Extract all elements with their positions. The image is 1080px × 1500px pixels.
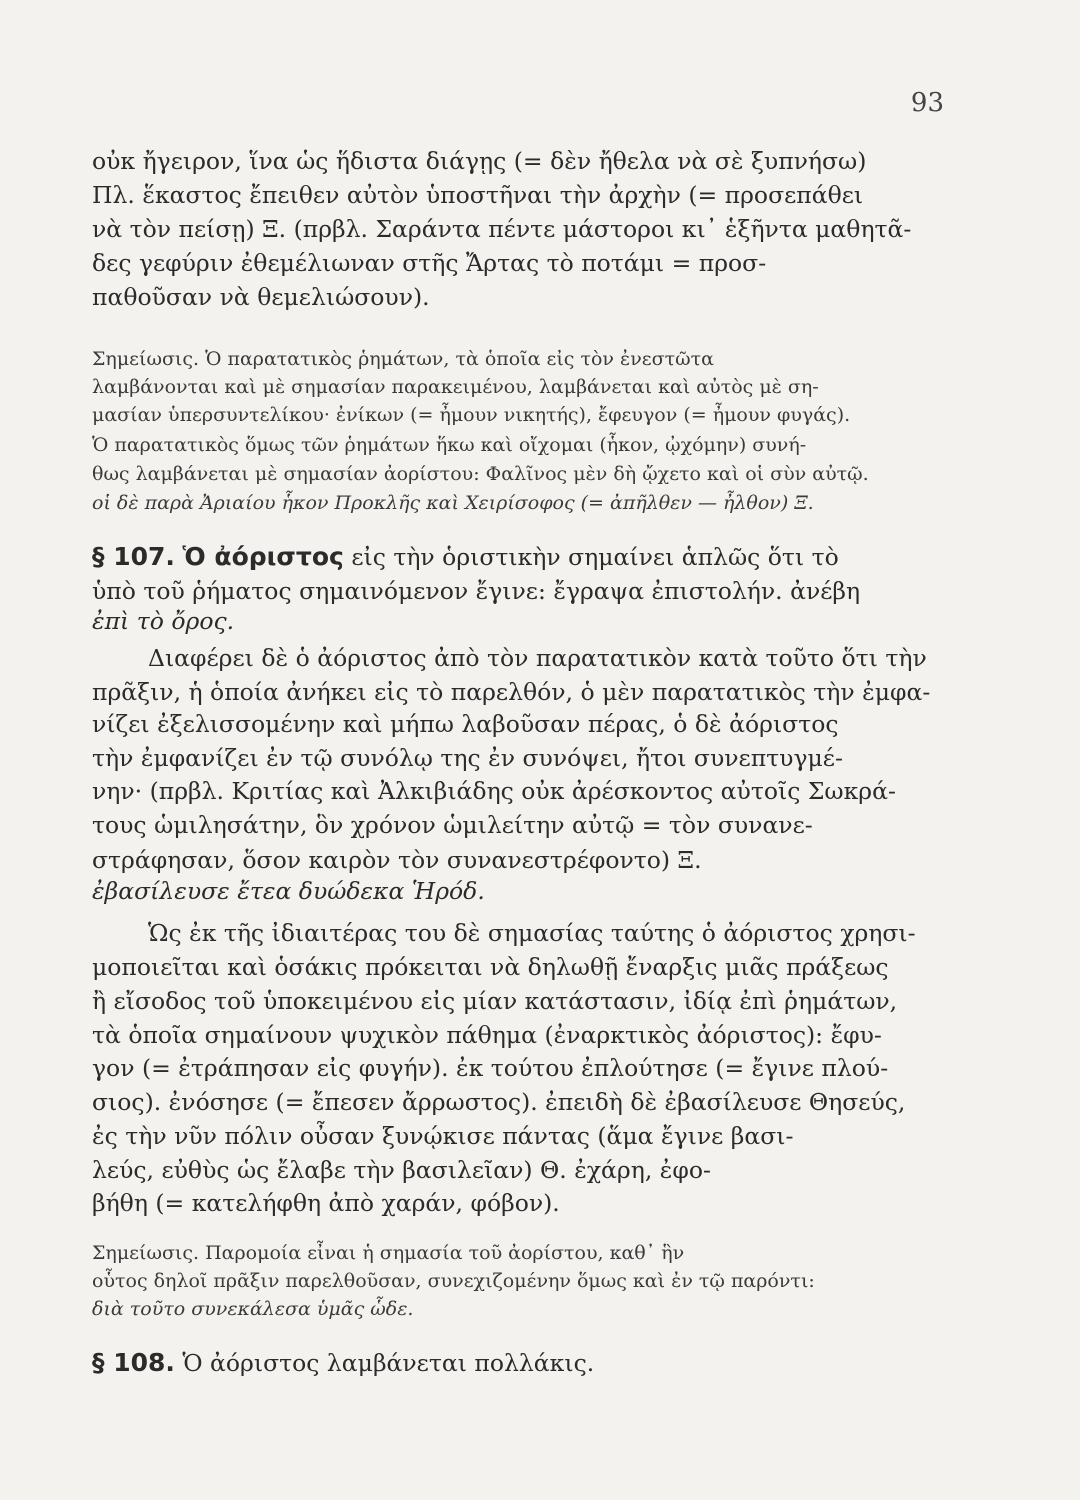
text-line: στράφησαν, ὅσον καιρὸν τὸν συνανεστρέφοντο) Ξ.	[92, 846, 702, 874]
book-page	[92, 0, 944, 1500]
note-line: διὰ τοῦτο συνεκάλεσα ὑμᾶς ὧδε.	[92, 1298, 414, 1320]
text-line: δες γεφύριν ἐθεμέλιωναν στῆς Ἄρτας τὸ ποτάμι = προσ-	[92, 249, 767, 277]
section-heading: Ὁ ἀόριστος	[182, 542, 344, 571]
text-line: μοποιεῖται καὶ ὁσάκις πρόκειται νὰ δηλωθῇ ἔναρξις μιᾶς πράξεως	[92, 953, 889, 981]
text-line: παθοῦσαν νὰ θεμελιώσουν).	[92, 283, 430, 311]
text-line: γον (= ἐτράπησαν εἰς φυγήν). ἐκ τούτου ἐπλούτησε (= ἔγινε πλού-	[92, 1054, 889, 1082]
text-line: τους ὡμιλησάτην, ὃν χρόνον ὡμιλείτην αὐτῷ = τὸν συνανε-	[92, 811, 813, 839]
note-line: Σημείωσις. Παρομοία εἶναι ἡ σημασία τοῦ ἀορίστου, καθ᾿ ἣν	[92, 1242, 685, 1264]
text-line: οὐκ ἤγειρον, ἵνα ὡς ἥδιστα διάγῃς (= δὲν ἤθελα νὰ σὲ ξυπνήσω)	[92, 147, 867, 175]
text-line: Πλ. ἕκαστος ἔπειθεν αὐτὸν ὑποστῆναι τὴν ἀρχὴν (= προσεπάθει	[92, 181, 864, 209]
text-line: νὰ τὸν πείσῃ) Ξ. (πρβλ. Σαράντα πέντε μάστοροι κι᾿ ἑξῆντα μαθητᾶ-	[92, 215, 912, 243]
note-line: μασίαν ὑπερσυντελίκου· ἐνίκων (= ἦμουν νικητής), ἔφευγον (= ἦμουν φυγάς).	[92, 404, 851, 426]
section-text: εἰς τὴν ὁριστικὴν σημαίνει ἁπλῶς ὅτι τὸ	[351, 543, 839, 571]
text-line: ἐς τὴν νῦν πόλιν οὖσαν ξυνῴκισε πάντας (ἅμα ἔγινε βασι-	[92, 1122, 794, 1150]
section-number: § 108.	[92, 1348, 175, 1377]
note-line: οἱ δὲ παρὰ Ἀριαίου ἧκον Προκλῆς καὶ Χειρίσοφος (= ἀπῆλθεν — ἦλθον) Ξ.	[92, 492, 814, 514]
text-line: πρᾶξιν, ἡ ὁποία ἀνήκει εἰς τὸ παρελθόν, ὁ μὲν παρατατικὸς τὴν ἐμφα-	[92, 678, 931, 706]
section-number: § 107.	[92, 542, 175, 571]
text-line: βήθη (= κατελήφθη ἀπὸ χαράν, φόβον).	[92, 1189, 560, 1217]
note-line: Σημείωσις. Ὁ παρατατικὸς ῥημάτων, τὰ ὁποῖα εἰς τὸν ἐνεστῶτα	[92, 348, 714, 370]
text-line: τὰ ὁποῖα σημαίνουν ψυχικὸν πάθημα (ἐναρκτικὸς ἀόριστος): ἔφυ-	[92, 1021, 882, 1049]
text-line: νην· (πρβλ. Κριτίας καὶ Ἀλκιβιάδης οὐκ ἀρέσκοντος αὐτοῖς Σωκρά-	[92, 777, 896, 805]
note-line: οὗτος δηλοῖ πρᾶξιν παρελθοῦσαν, συνεχιζομένην ὅμως καὶ ἐν τῷ παρόντι:	[92, 1270, 815, 1292]
section-108-line	[92, 1348, 932, 1378]
text-line: ἐβασίλευσε ἔτεα δυώδεκα Ἡρόδ.	[92, 877, 485, 905]
text-line: Διαφέρει δὲ ὁ ἀόριστος ἀπὸ τὸν παρατατικὸν κατὰ τοῦτο ὅτι τὴν	[148, 644, 927, 672]
text-line: σιος). ἐνόσησε (= ἔπεσεν ἄρρωστος). ἐπειδὴ δὲ ἐβασίλευσε Θησεύς,	[92, 1088, 906, 1116]
text-line: τὴν ἐμφανίζει ἐν τῷ συνόλῳ της ἐν συνόψει, ἤτοι συνεπτυγμέ-	[92, 744, 843, 772]
text-line: ὑπὸ τοῦ ῥήματος σημαινόμενον ἔγινε: ἔγραψα ἐπιστολήν. ἀνέβη	[92, 577, 861, 605]
section-107-first-line	[92, 542, 932, 572]
section-text: Ὁ ἀόριστος λαμβάνεται πολλάκις.	[182, 1349, 595, 1377]
text-line: ἢ εἴσοδος τοῦ ὑποκειμένου εἰς μίαν κατάστασιν, ἰδίᾳ ἐπὶ ῥημάτων,	[92, 987, 898, 1015]
note-line: θως λαμβάνεται μὲ σημασίαν ἀορίστου: Φαλῖνος μὲν δὴ ᾤχετο καὶ οἱ σὺν αὐτῷ.	[92, 463, 869, 485]
text-line: νίζει ἐξελισσομένην καὶ μήπω λαβοῦσαν πέρας, ὁ δὲ ἀόριστος	[92, 710, 839, 738]
note-line: Ὁ παρατατικὸς ὅμως τῶν ῥημάτων ἥκω καὶ οἴχομαι (ἧκον, ᾠχόμην) συνή-	[92, 434, 807, 456]
text-line: λεύς, εὐθὺς ὡς ἔλαβε τὴν βασιλεῖαν) Θ. ἐχάρη, ἐφο-	[92, 1156, 711, 1184]
page-number: 93	[910, 88, 944, 118]
note-line: λαμβάνονται καὶ μὲ σημασίαν παρακειμένου, λαμβάνεται καὶ αὐτὸς μὲ ση-	[92, 376, 819, 398]
text-line: ἐπὶ τὸ ὄρος.	[92, 607, 235, 635]
text-line: Ὡς ἐκ τῆς ἰδιαιτέρας του δὲ σημασίας ταύτης ὁ ἀόριστος χρησι-	[148, 919, 916, 947]
